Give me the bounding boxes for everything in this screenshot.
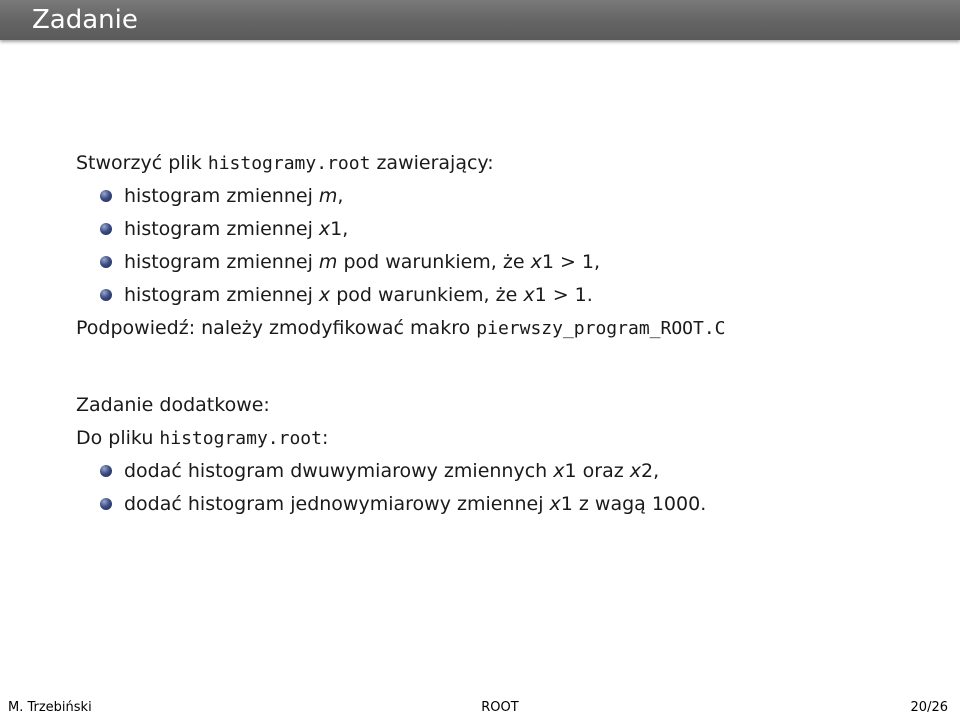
intro-prefix: Stworzyć plik xyxy=(76,152,208,174)
bullet-icon xyxy=(100,289,112,301)
footer-topic: ROOT xyxy=(481,700,519,715)
bullet-icon xyxy=(100,256,112,268)
intro-suffix: zawierający: xyxy=(370,152,494,174)
bullet-icon xyxy=(100,465,112,477)
slide-content xyxy=(76,147,936,521)
extra-file-line: Do pliku histogramy.root: xyxy=(76,427,329,449)
bullet-icon xyxy=(100,190,112,202)
intro-line xyxy=(76,147,936,180)
hint-line xyxy=(76,312,936,345)
extra-task-list xyxy=(76,455,936,521)
title-bar xyxy=(0,0,960,40)
slide-title: Zadanie xyxy=(32,5,138,35)
footer xyxy=(0,696,960,720)
task-list xyxy=(76,180,936,312)
footer-page-number: 20/26 xyxy=(910,700,948,715)
list-item: histogram zmiennej x1, xyxy=(100,213,936,246)
hint-prefix: Podpowiedź: należy zmodyfikować makro xyxy=(76,317,477,339)
list-item: histogram zmiennej m pod warunkiem, że x1 > 1, xyxy=(100,246,936,279)
hint-macro: pierwszy_program_ROOT.C xyxy=(476,318,726,339)
list-item: dodać histogram jednowymiarowy zmiennej x1 z wagą 1000. xyxy=(100,488,936,521)
list-item: histogram zmiennej x pod warunkiem, że x1 > 1. xyxy=(100,279,936,312)
bullet-icon xyxy=(100,223,112,235)
list-item: dodać histogram dwuwymiarowy zmiennych x1 oraz x2, xyxy=(100,455,936,488)
intro-filename: histogramy.root xyxy=(207,153,371,174)
list-item: histogram zmiennej m, xyxy=(100,180,936,213)
extra-filename: histogramy.root xyxy=(159,428,322,449)
bullet-icon xyxy=(100,498,112,510)
extra-heading: Zadanie dodatkowe: xyxy=(76,394,270,416)
footer-author: M. Trzebiński xyxy=(8,700,92,715)
